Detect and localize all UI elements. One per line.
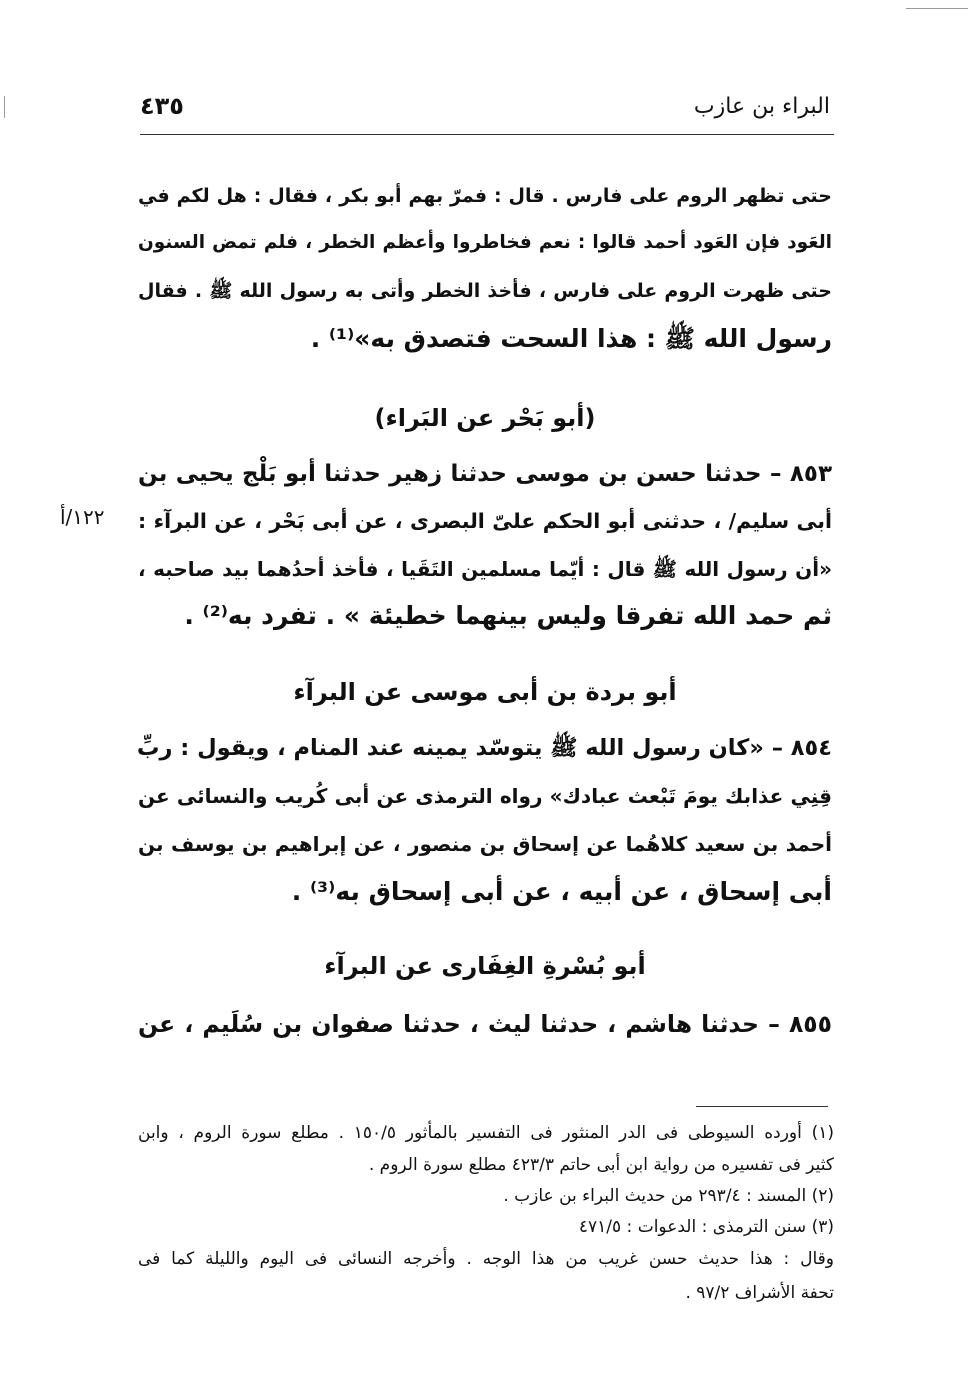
body-line: العَود فإن العَود أحمد قالوا : نعم فخاطروا وأعظم الخطر ، فلم تمض السنون <box>138 232 832 253</box>
hadith-line: «أن رسول الله ﷺ قال : أيّما مسلمين التَقَيا ، فأخذ أحدُهما بيد صاحبه ، <box>138 557 832 581</box>
scan-edge-mark-left <box>4 96 5 118</box>
hadith-line: قِنِي عذابك يومَ تَبْعث عبادك» رواه الترمذى عن أبى كُريب والنسائى عن <box>138 784 832 808</box>
body-line: حتى ظهرت الروم على فارس ، فأخذ الخطر وأتى به رسول الله ﷺ . فقال <box>138 280 832 302</box>
footnote-divider <box>696 1106 828 1107</box>
section-heading: أبو بُسْرةِ الغِفَارى عن البرآء <box>324 952 646 980</box>
footnote-line: كثير فى تفسيره من رواية ابن أبى حاتم ٤٢٣/٣ مطلع سورة الروم . <box>368 1155 834 1175</box>
running-header <box>140 92 830 126</box>
page-number: ٤٣٥ <box>140 92 184 120</box>
header-title: البراء بن عازب <box>693 94 830 119</box>
footnote-line: (٢) المسند : ٢٩٣/٤ من حديث البراء بن عازب . <box>503 1186 834 1206</box>
hadith-line: أبى سليم/ ، حدثنى أبو الحكم علىّ البصرى ، عن أبى بَحْر ، عن البرآء : <box>138 509 832 533</box>
scan-edge-mark-top <box>906 8 968 9</box>
hadith-line: ٨٥٥ – حدثنا هاشم ، حدثنا ليث ، حدثنا صفوان بن سُلَيم ، عن <box>138 1010 832 1038</box>
hadith-line: أحمد بن سعيد كلاهُما عن إسحاق بن منصور ، عن إبراهيم بن يوسف بن <box>138 832 832 856</box>
hadith-line: أبى إسحاق ، عن أبيه ، عن أبى إسحاق به⁽³⁾ . <box>291 877 832 906</box>
body-line: حتى تظهر الروم على فارس . قال : فمرّ بهم أبو بكر ، فقال : هل لكم في <box>138 185 832 207</box>
hadith-line: ٨٥٣ – حدثنا حسن بن موسى حدثنا زهير حدثنا أبو بَلْج يحيى بن <box>138 461 832 487</box>
hadith-line: ٨٥٤ – «كان رسول الله ﷺ يتوسّد يمينه عند المنام ، ويقول : ربِّ <box>136 735 832 761</box>
footnote-line: وقال : هذا حديث حسن غريب من هذا الوجه . وأخرجه النسائى فى اليوم والليلة كما فى <box>138 1249 834 1269</box>
body-line: رسول الله ﷺ : هذا السحت فتصدق به»⁽¹⁾ . <box>310 324 832 353</box>
header-divider <box>140 134 834 135</box>
footnote-line: (١) أورده السيوطى فى الدر المنثور فى التفسير بالمأثور ١٥٠/٥ . مطلع سورة الروم ، وابن <box>138 1123 834 1143</box>
section-heading: أبو بردة بن أبى موسى عن البرآء <box>293 678 677 706</box>
footnote-line: تحفة الأشراف ٩٧/٢ . <box>685 1283 834 1303</box>
footnote-line: (٣) سنن الترمذى : الدعوات : ٤٧١/٥ <box>578 1217 834 1237</box>
margin-folio-note: ١٢٢/أ <box>60 505 105 529</box>
section-heading: (أبو بَحْر عن البَراء) <box>374 404 596 432</box>
hadith-line: ثم حمد الله تفرقا وليس بينهما خطيئة » . تفرد به⁽²⁾ . <box>184 601 832 630</box>
